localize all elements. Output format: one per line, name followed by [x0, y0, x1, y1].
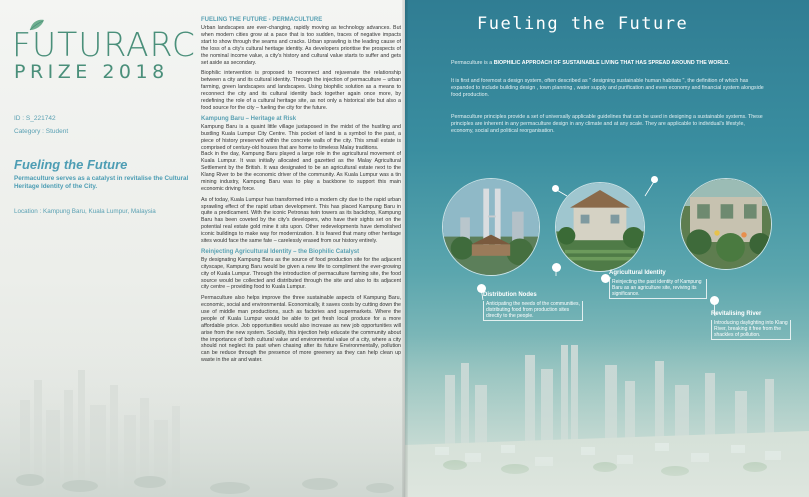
city-aerial-illustration [405, 335, 809, 497]
intro-lead: Permaculture is a [451, 60, 494, 66]
right-page-title: Fueling the Future [477, 14, 689, 34]
callout-text: Reinjecting the past identity of Kampung Baru as an agriculture site, reviving its significance. [609, 279, 707, 300]
callout-title: Revitalising River [711, 311, 762, 317]
right-page [405, 0, 809, 497]
logo-prize-year: PRIZE 2018 [14, 61, 169, 83]
body-text-column [201, 17, 401, 368]
callout-title: Agricultural Identity [609, 270, 666, 276]
futurarc-logo [10, 14, 200, 84]
callout-text: Introducing daylighting into Klang River, breaking it free from the [711, 320, 791, 341]
section-heading: Reinjecting Agricultural Identity – the Biophilic Catalyst [201, 248, 360, 255]
project-location: Location : Kampung Baru, Kuala Lumpur, Malaysia [14, 208, 156, 215]
urban-farm-bubble [555, 182, 645, 272]
section-heading: Kampung Baru – Heritage at Risk [201, 115, 297, 122]
diagram-node [651, 176, 658, 183]
page-spread-seam [402, 0, 408, 497]
entry-category: Category : Student [14, 128, 69, 135]
callout-text: Anticipating the needs of the communities, distributing food from production sites directly to the people. [483, 301, 583, 322]
project-subtitle: Permaculture serves as a catalyst in revitalise the Cultural Heritage Identity of the City. [14, 175, 189, 190]
project-title: Fueling the Future [14, 157, 128, 172]
body-paragraph: Permaculture also helps improve the three sustainable aspects of Kampung Baru, economic, social and environmental. Economically, it saves costs by cutting down the use of middle man productions, such as factories and supermarkets. Where the people of Kuala Lumpur would be able to get fresh local produce for a more affordable price. Job opportunities would also increase as new job opportunities will arise from the new system. Socially, this injection help educate the community about the importance of both cultural value and environmental value of a city, where a city should not neglect its past when chasing after its future Environmentally, pollution can be reduce through the presence of more greenery as they can help clean up waste in the air and water. [201, 295, 401, 364]
garden-terrace-bubble [680, 178, 772, 270]
distribution-nodes-callout [483, 292, 583, 321]
principles-paragraph: Permaculture principles provide a set of universally applicable guidelines that can be used in designing a sustainable systems. These principles are inherent in any permaculture design in any climate and at any scale. They are applicable to individual's lifestyle, economy, social and political reorganisation. [451, 114, 763, 135]
callout-title: Distribution Nodes [483, 292, 537, 298]
entry-id: ID : S_221742 [14, 115, 56, 122]
petronas-towers-image [443, 179, 539, 275]
body-paragraph: As of today, Kuala Lumpur has transformed into a modern city due to the rapid urban sprawling effect of the rapid urban development. This has placed Kampung Baru in quite a predicament. With the iconic Petronas twin towers as its backdrop, Kampung Baru has been coveted by the city's developers, who have their sights set on the potential real estate gold mine it sits upon. Other redevelopments have demolished iconic buildings to make way for modernization. It is feared that many other heritage sites would face the same fate – carelessly erased from our history entirely. [201, 196, 401, 244]
intro-emphasis: BIOPHILIC APPROACH OF SUSTAINABLE LIVING THAT HAS SPREAD AROUND THE WORLD. [493, 60, 730, 66]
section-heading: FUELING THE FUTURE - PERMACULTURE [201, 17, 323, 23]
green-terrace-image [681, 179, 771, 269]
diagram-node [710, 296, 719, 305]
body-paragraph: Biophilic intervention is proposed to reconnect and rejuvenate the relationship between a city and its cultural identity. Through the injection of permaculture – urban farming, green landscapes and landscapes. Using biophilic solution as a means to reconnect the city and its cultural identity back together again once more, by redefining the role of a cultural heritage site, as not only a historical site but also a food source for the city – fueling the city for the future. [201, 70, 401, 111]
design-system-paragraph: It is first and foremost a design system, often described as " designing sustainable human habitats ", the definition of which has expanded to include building design , town planning , water supply and purification and even economy and financial system alongside food production. [451, 78, 764, 99]
logo-wordmark: FUTURARC [12, 25, 196, 64]
city-towers-bubble [442, 178, 540, 276]
body-paragraph: Back in the day, Kampung Baru played a large role in the agricultural movement of Kuala Lumpur. It was initially allocated and gazetted as the Malay Agricultural Settlement by the British. It was designated to be an agricultural estate next to the Klang River to be the economic driver of the community. As Kuala Lumpur was a tin mining industry, Kampung Baru was to play a backbone to support this main economic driving force. [201, 151, 401, 192]
urban-farming-image [556, 183, 644, 271]
body-paragraph: Urban landscapes are ever-changing, rapidly moving as technology advances. But when modern cities grow at a pace that is too sudden, traces of negative impacts start to show through the seams and cracks. Urban sprawling is the leading cause of the loss of a city's cultural heritage identity. As developers prioritise the prospects of the nominal income value, a city's history and cultural value starts to suffer and gets set aside as secondary. [201, 25, 401, 66]
body-paragraph: Kampung Baru is a quaint little village juxtaposed in the midst of the hustling and bustling Kuala Lumpur City Centre. This pocket of land is a symbol to the past, a piece of history preserved within the concrete walls of the city. This small estate is comprised of century-old houses that are home to timeless Malay traditions. [201, 123, 401, 151]
agricultural-identity-callout [609, 270, 707, 299]
diagram-node [552, 263, 561, 272]
diagram-node [552, 185, 559, 192]
body-paragraph: By designating Kampung Baru as the source of food production site for the adjacent cityscape, Kampung Baru would be given a new life to compliment the ever-growing city of Kuala Lumpur. Through the introduction of permaculture farming site, the food source would be collected and distributed through the site and also to its adjacent city centre – providing food to Kuala Lumpur. [201, 256, 401, 291]
